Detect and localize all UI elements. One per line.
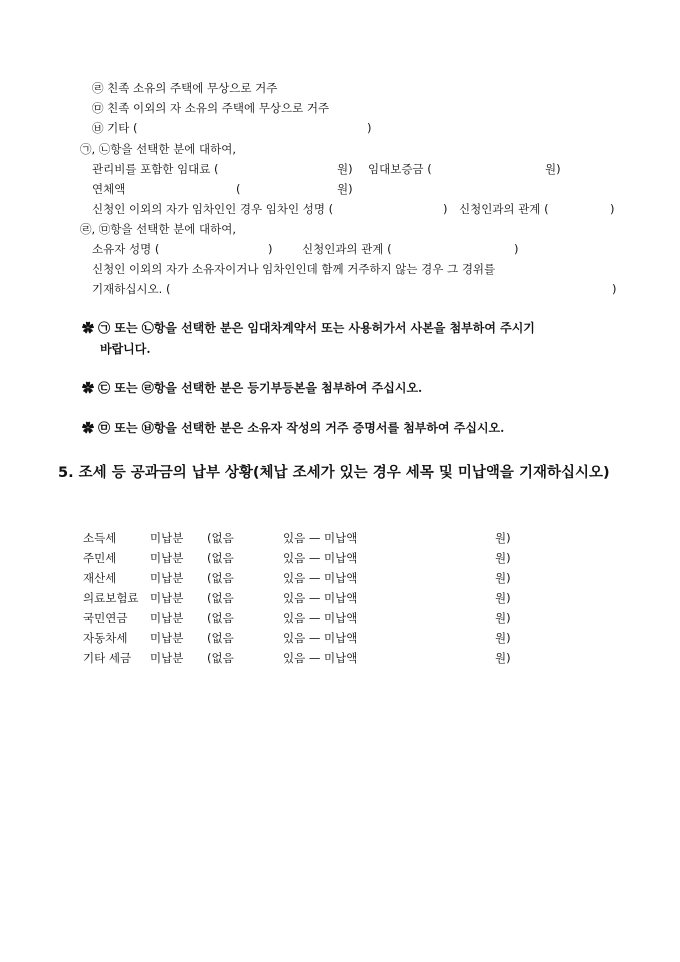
note-registry: ✿ ㉢ 또는 ㉣항을 선택한 분은 등기부등본을 첨부하여 주십시오. bbox=[82, 381, 423, 395]
tax-name: 기타 세금 bbox=[83, 651, 132, 665]
section-5-title: 5. 조세 등 공과금의 납부 상황(체납 조세가 있는 경우 세목 및 미납액을 기재하십시오) bbox=[58, 465, 610, 481]
yes-amount-label: 있음 — 미납액 bbox=[283, 651, 358, 665]
tax-name: 재산세 bbox=[83, 571, 117, 585]
reason-line-2: 기재하십시오. ( bbox=[92, 282, 171, 296]
ra-ma-header: ㉣, ㉤항을 선택한 분에 대하여, bbox=[80, 222, 237, 236]
tax-name: 소득세 bbox=[83, 531, 117, 545]
tax-row bbox=[83, 610, 523, 626]
tax-row bbox=[83, 650, 523, 666]
owner-relation-label: 신청인과의 관계 ( bbox=[302, 242, 392, 256]
none-option: (없음 bbox=[207, 571, 234, 585]
option-ra: ㉣ 친족 소유의 주택에 무상으로 거주 bbox=[92, 81, 278, 95]
unpaid-label: 미납분 bbox=[150, 631, 184, 645]
ga-na-header: ㉠, ㉡항을 선택한 분에 대하여, bbox=[80, 142, 237, 156]
arrears-open: ( bbox=[236, 182, 241, 196]
tenant-name-close: ) bbox=[443, 202, 448, 216]
tax-row bbox=[83, 550, 523, 566]
owner-name-label: 소유자 성명 ( bbox=[92, 242, 160, 256]
tax-row bbox=[83, 630, 523, 646]
tax-name: 의료보험료 bbox=[83, 591, 139, 605]
won-unit: 원) bbox=[495, 571, 511, 585]
option-ba-close: ) bbox=[367, 121, 372, 135]
unpaid-label: 미납분 bbox=[150, 551, 184, 565]
none-option: (없음 bbox=[207, 631, 234, 645]
yes-amount-label: 있음 — 미납액 bbox=[283, 611, 358, 625]
tax-row bbox=[83, 530, 523, 546]
yes-amount-label: 있음 — 미납액 bbox=[283, 531, 358, 545]
option-ba-label: ㉥ 기타 ( bbox=[92, 121, 138, 135]
relation-label: 신청인과의 관계 ( bbox=[459, 202, 549, 216]
won-unit: 원) bbox=[495, 591, 511, 605]
relation-close: ) bbox=[610, 202, 615, 216]
tax-row bbox=[83, 570, 523, 586]
none-option: (없음 bbox=[207, 651, 234, 665]
arrears-label: 연체액 bbox=[92, 182, 126, 196]
unpaid-label: 미납분 bbox=[150, 651, 184, 665]
yes-amount-label: 있음 — 미납액 bbox=[283, 591, 358, 605]
yes-amount-label: 있음 — 미납액 bbox=[283, 631, 358, 645]
none-option: (없음 bbox=[207, 531, 234, 545]
note-residence-proof: ✿ ㉤ 또는 ㉥항을 선택한 분은 소유자 작성의 거주 증명서를 첨부하여 주십시오. bbox=[82, 421, 505, 435]
tax-name: 주민세 bbox=[83, 551, 117, 565]
none-option: (없음 bbox=[207, 551, 234, 565]
won-unit: 원) bbox=[495, 631, 511, 645]
tax-name: 국민연금 bbox=[83, 611, 128, 625]
tax-name: 자동차세 bbox=[83, 631, 128, 645]
arrears-unit: 원) bbox=[337, 182, 353, 196]
unpaid-label: 미납분 bbox=[150, 531, 184, 545]
tax-row bbox=[83, 590, 523, 606]
owner-name-close: ) bbox=[268, 242, 273, 256]
won-unit: 원) bbox=[495, 531, 511, 545]
won-unit: 원) bbox=[495, 551, 511, 565]
option-ma: ㉤ 친족 이외의 자 소유의 주택에 무상으로 거주 bbox=[92, 101, 330, 115]
reason-close: ) bbox=[612, 282, 617, 296]
none-option: (없음 bbox=[207, 611, 234, 625]
won-unit: 원) bbox=[495, 651, 511, 665]
deposit-unit: 원) bbox=[545, 162, 561, 176]
unpaid-label: 미납분 bbox=[150, 611, 184, 625]
rent-unit: 원) bbox=[337, 162, 353, 176]
yes-amount-label: 있음 — 미납액 bbox=[283, 551, 358, 565]
won-unit: 원) bbox=[495, 611, 511, 625]
owner-relation-close: ) bbox=[514, 242, 519, 256]
none-option: (없음 bbox=[207, 591, 234, 605]
note-lease-copy-cont: 바랍니다. bbox=[100, 342, 151, 356]
unpaid-label: 미납분 bbox=[150, 591, 184, 605]
rent-label: 관리비를 포함한 임대료 ( bbox=[92, 162, 219, 176]
reason-line-1: 신청인 이외의 자가 소유자이거나 임차인인데 함께 거주하지 않는 경우 그 경위를 bbox=[92, 262, 496, 276]
yes-amount-label: 있음 — 미납액 bbox=[283, 571, 358, 585]
tenant-name-label: 신청인 이외의 자가 임차인인 경우 임차인 성명 ( bbox=[92, 202, 334, 216]
unpaid-label: 미납분 bbox=[150, 571, 184, 585]
note-lease-copy: ✿ ㉠ 또는 ㉡항을 선택한 분은 임대차계약서 또는 사용허가서 사본을 첨부하여 주시기 bbox=[82, 321, 535, 335]
deposit-label: 임대보증금 ( bbox=[368, 162, 432, 176]
